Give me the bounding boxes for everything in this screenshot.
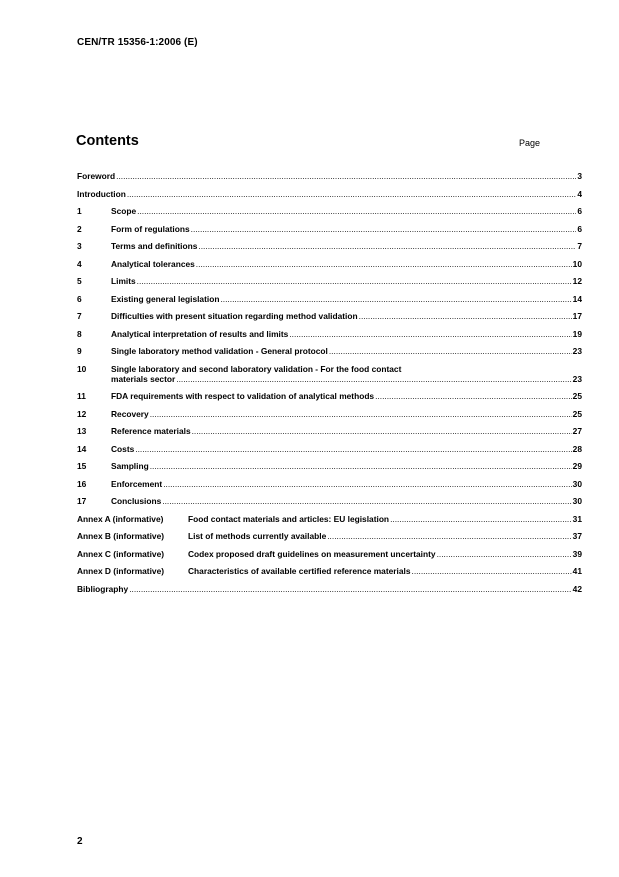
toc-entry-8[interactable] [77,328,582,340]
toc-entry-title: materials sector [111,373,176,384]
toc-leader-dots [192,425,572,437]
toc-entry-13[interactable] [77,425,582,437]
toc-entry-title: Introduction [77,188,126,199]
toc-entry-5[interactable] [77,275,582,287]
toc-leader-dots [162,495,571,507]
toc-entry-title: Conclusions [111,496,162,506]
toc-leader-dots [163,478,571,490]
toc-entry-page: 28 [572,443,582,454]
toc-entry-number: 17 [77,496,87,506]
document-header: CEN/TR 15356-1:2006 (E) [77,37,198,48]
toc-entry-3[interactable] [77,240,582,252]
toc-entry-number: 14 [77,443,87,454]
toc-entry-title: List of methods currently available [188,531,327,541]
toc-entry-page: 23 [572,346,582,356]
toc-entry-4[interactable] [77,258,582,270]
toc-entry-page: 7 [577,241,582,251]
toc-entry-page: 41 [572,566,582,576]
toc-entry-annex-b[interactable] [77,530,582,542]
toc-entry-title: Bibliography [77,583,129,594]
toc-entry-number: 6 [77,293,82,304]
toc-entry-title: Form of regulations [111,223,190,234]
toc-leader-dots [196,258,572,270]
toc-entry-number: Annex A (informative) [77,513,164,524]
toc-entry-number: 2 [77,223,82,234]
toc-entry-page: 14 [572,293,582,304]
toc-leader-dots [220,293,571,305]
toc-entry-title: Recovery [111,408,149,419]
toc-entry-page: 12 [572,276,582,286]
toc-entry-number: Annex B (informative) [77,531,165,541]
toc-entry-title: Terms and definitions [111,241,198,251]
toc-leader-dots [375,390,572,402]
page-number: 2 [77,836,83,847]
toc-entry-annex-c[interactable] [77,548,582,560]
toc-entry-page: 17 [572,311,582,321]
toc-entry-number: 4 [77,258,82,269]
toc-entry-number: 12 [77,408,87,419]
toc-entry-number: Annex C (informative) [77,548,165,559]
toc-entry-title: Analytical tolerances [111,258,195,269]
toc-entry-bibliography[interactable] [77,583,582,595]
toc-entry-11[interactable] [77,390,582,402]
toc-entry-title-line1: Single laboratory and second laboratory validation - For the food contact [111,363,402,374]
toc-leader-dots [150,408,572,420]
toc-leader-dots [289,328,571,340]
toc-leader-dots [129,583,571,595]
toc-entry-page: 42 [572,583,582,594]
toc-entry-number: 15 [77,461,87,471]
toc-entry-foreword[interactable] [77,170,582,182]
toc-leader-dots [137,275,572,287]
toc-entry-title: Reference materials [111,426,191,436]
toc-leader-dots [191,223,577,235]
toc-entry-title: Food contact materials and articles: EU legislation [188,513,390,524]
toc-leader-dots [135,443,571,455]
toc-entry-6[interactable] [77,293,582,305]
toc-leader-dots [137,205,576,217]
toc-entry-number: 16 [77,478,87,489]
toc-entry-number: 7 [77,311,82,321]
toc-entry-title: Limits [111,276,136,286]
toc-entry-title: Analytical interpretation of results and limits [111,328,289,339]
toc-entry-title: Foreword [77,171,116,181]
toc-entry-number: 10 [77,363,87,374]
toc-entry-number: 5 [77,276,82,286]
toc-entry-7[interactable] [77,310,582,322]
toc-entry-number: 1 [77,206,82,216]
toc-entry-page: 23 [572,373,582,384]
toc-leader-dots [359,310,572,322]
toc-leader-dots [198,240,576,252]
toc-leader-dots [390,513,572,525]
toc-entry-title: Existing general legislation [111,293,220,304]
toc-leader-dots [176,373,571,385]
toc-entry-title: FDA requirements with respect to validation of analytical methods [111,391,375,401]
toc-entry-page: 4 [577,188,582,199]
toc-entry-12[interactable] [77,408,582,420]
toc-leader-dots [437,548,572,560]
toc-entry-page: 25 [572,391,582,401]
toc-entry-page: 6 [577,223,582,234]
toc-entry-title: Sampling [111,461,149,471]
toc-entry-page: 39 [572,548,582,559]
toc-entry-title: Difficulties with present situation regarding method validation [111,311,358,321]
toc-entry-number: 11 [77,391,86,401]
toc-entry-title: Scope [111,206,137,216]
page-column-label: Page [519,138,541,148]
toc-entry-number: 3 [77,241,82,251]
toc-entry-16[interactable] [77,478,582,490]
toc-entry-annex-a[interactable] [77,513,582,525]
toc-entry-page: 6 [577,206,582,216]
toc-entry-1[interactable] [77,205,582,217]
toc-entry-title: Characteristics of available certified reference materials [188,566,411,576]
toc-entry-17[interactable] [77,495,582,507]
toc-leader-dots [329,345,572,357]
toc-entry-page: 31 [572,513,582,524]
toc-entry-15[interactable] [77,460,582,472]
toc-entry-title: Codex proposed draft guidelines on measurement uncertainty [188,548,436,559]
toc-entry-introduction[interactable] [77,188,582,200]
toc-leader-dots [150,460,572,472]
toc-entry-page: 29 [572,461,582,471]
toc-leader-dots [412,565,572,577]
toc-leader-dots [327,530,571,542]
toc-entry-page: 37 [572,531,582,541]
toc-entry-page: 27 [572,426,582,436]
contents-heading: Contents [76,133,139,149]
toc-entry-page: 30 [572,496,582,506]
toc-entry-title: Enforcement [111,478,163,489]
toc-entry-number: 8 [77,328,82,339]
toc-entry-9[interactable] [77,345,582,357]
toc-entry-page: 3 [577,171,582,181]
toc-entry-title: Costs [111,443,135,454]
toc-entry-annex-d[interactable] [77,565,582,577]
toc-entry-10[interactable] [77,363,582,385]
toc-entry-page: 19 [572,328,582,339]
toc-entry-number: Annex D (informative) [77,566,165,576]
toc-entry-page: 25 [572,408,582,419]
toc-entry-title: Single laboratory method validation - General protocol [111,346,328,356]
toc-entry-page: 10 [572,258,582,269]
toc-leader-dots [127,188,576,200]
toc-leader-dots [116,170,576,182]
toc-entry-number: 9 [77,346,82,356]
toc-entry-number: 13 [77,426,87,436]
toc-entry-page: 30 [572,478,582,489]
table-of-contents [77,170,582,600]
toc-entry-14[interactable] [77,443,582,455]
toc-entry-2[interactable] [77,223,582,235]
